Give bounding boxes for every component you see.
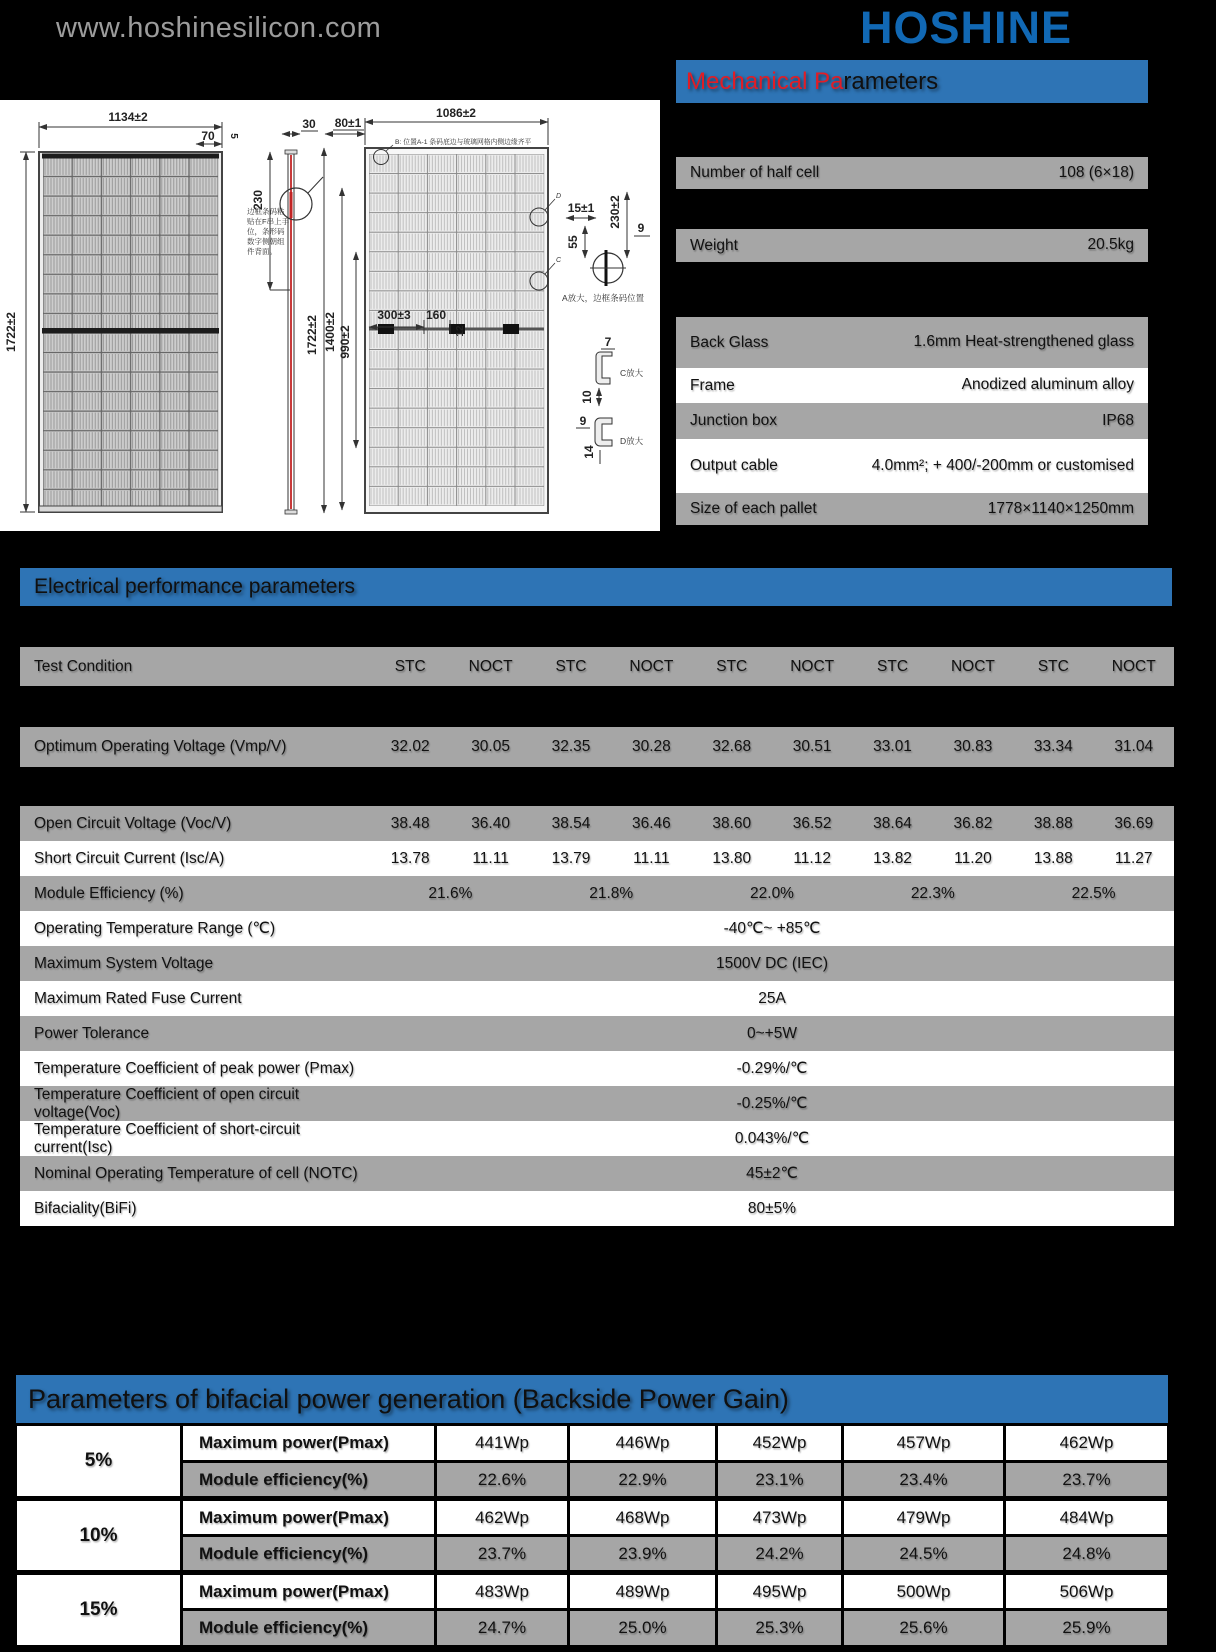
dim-a-15: 15±1 xyxy=(567,201,595,215)
elec-cell: 38.54 xyxy=(551,814,591,832)
dim-front-width: 1134±2 xyxy=(108,110,148,124)
bifacial-value: 462Wp xyxy=(436,1499,569,1536)
elec-row-label: Operating Temperature Range (℃) xyxy=(34,920,276,937)
elec-row-label: Maximum Rated Fuse Current xyxy=(34,989,242,1007)
elec-row-label: Bifaciality(BiFi) xyxy=(34,1199,137,1217)
elec-cell: 38.64 xyxy=(873,814,912,832)
technical-drawing xyxy=(0,100,660,531)
bifacial-value: 23.7% xyxy=(436,1536,569,1573)
bifacial-power-table xyxy=(14,1423,1170,1648)
elec-row xyxy=(20,876,1174,911)
bifacial-pmax-row xyxy=(16,1573,1169,1610)
bifacial-row-label: Module efficiency(%) xyxy=(182,1536,436,1573)
mech-row xyxy=(676,317,1148,368)
elec-cell: 32.02 xyxy=(390,738,430,755)
callout-letter-bottom: C xyxy=(556,257,562,264)
mech-row-label: Number of half cell xyxy=(690,164,820,181)
elec-cell: 21.6% xyxy=(428,884,473,902)
elec-row-label: Power Tolerance xyxy=(34,1024,150,1042)
bifacial-value: 23.7% xyxy=(1005,1462,1169,1499)
bifacial-value: 25.0% xyxy=(569,1610,717,1647)
elec-cell: 36.46 xyxy=(631,814,671,832)
elec-row-label: Temperature Coefficient of short-circuit current(Isc) xyxy=(34,1120,300,1156)
elec-row xyxy=(20,911,1174,946)
bifacial-gain: 5% xyxy=(16,1425,182,1499)
mech-row xyxy=(676,493,1148,525)
bifacial-value: 484Wp xyxy=(1005,1499,1169,1536)
svg-text:件背面。: 件背面。 xyxy=(247,247,277,256)
elec-cell: 13.82 xyxy=(873,849,912,867)
svg-text:贴在F串上手: 贴在F串上手 xyxy=(247,217,290,226)
bifacial-value: 25.3% xyxy=(717,1610,843,1647)
side-note xyxy=(247,206,290,256)
elec-cell: 25A xyxy=(758,989,786,1007)
elec-cell: STC xyxy=(394,657,426,675)
mech-row-label: Junction box xyxy=(690,412,778,429)
elec-cell: 36.52 xyxy=(792,814,832,832)
elec-row-label: Nominal Operating Temperature of cell (NOTC) xyxy=(34,1164,358,1182)
elec-row-values xyxy=(370,946,1174,981)
elec-cell: 33.01 xyxy=(873,738,912,755)
bifacial-pmax-row xyxy=(16,1425,1169,1462)
elec-cell: STC xyxy=(716,657,748,675)
bifacial-row-label: Maximum power(Pmax) xyxy=(182,1573,436,1610)
elec-row-label: Module Efficiency (%) xyxy=(34,884,184,902)
detail-c-label: C放大 xyxy=(620,368,644,378)
elec-row-values xyxy=(370,1156,1174,1191)
bifacial-eff-row xyxy=(16,1462,1169,1499)
dim-back-160: 160 xyxy=(425,308,447,322)
elec-cell: 0.043%/℃ xyxy=(734,1130,810,1147)
back-top-note: B: 位置A-1 条码底边与玻璃网格内侧边缘齐平 xyxy=(395,139,532,146)
bifacial-value: 489Wp xyxy=(569,1573,717,1610)
dim-back-height: 1722±2 xyxy=(305,315,319,355)
bifacial-value: 23.4% xyxy=(843,1462,1005,1499)
bifacial-value: 473Wp xyxy=(717,1499,843,1536)
elec-row xyxy=(20,841,1174,876)
elec-cell: NOCT xyxy=(950,657,995,675)
elec-cell: 13.78 xyxy=(390,849,430,867)
mech-row xyxy=(676,229,1148,262)
elec-row-label: Open Circuit Voltage (Voc/V) xyxy=(34,814,232,832)
elec-cell: 11.12 xyxy=(793,849,831,867)
elec-cell: -40℃~ +85℃ xyxy=(723,920,821,937)
bifacial-value: 25.6% xyxy=(843,1610,1005,1647)
dim-a-230: 230±2 xyxy=(608,195,622,229)
bifacial-value: 462Wp xyxy=(1005,1425,1169,1462)
elec-row xyxy=(20,1016,1174,1051)
front-view xyxy=(39,152,222,512)
elec-row xyxy=(20,1191,1174,1226)
mech-row-label: Size of each pallet xyxy=(690,500,817,517)
elec-row-values xyxy=(370,1086,1174,1121)
elec-row-values xyxy=(370,876,1174,911)
site-url: www.hoshinesilicon.com xyxy=(56,12,382,44)
dim-d-14: 14 xyxy=(582,445,596,459)
detail-c-profile xyxy=(596,352,612,384)
bifacial-value: 500Wp xyxy=(843,1573,1005,1610)
elec-cell: 22.3% xyxy=(910,884,955,902)
mech-row-label: Frame xyxy=(690,376,735,394)
elec-row xyxy=(20,946,1174,981)
elec-cell: 38.48 xyxy=(390,814,430,832)
bifacial-gain: 15% xyxy=(16,1573,182,1647)
elec-row xyxy=(20,727,1174,767)
dim-side-30: 30 xyxy=(302,117,316,131)
elec-row-label: Optimum Operating Voltage (Vmp/V) xyxy=(34,738,287,755)
elec-cell: 32.68 xyxy=(712,738,752,755)
elec-cell: 30.05 xyxy=(471,738,510,755)
elec-cell: NOCT xyxy=(790,657,835,675)
bifacial-value: 468Wp xyxy=(569,1499,717,1536)
elec-row-values xyxy=(370,1191,1174,1226)
elec-cell: 36.82 xyxy=(953,814,993,832)
detail-d-profile xyxy=(595,418,612,446)
elec-cell: 21.8% xyxy=(589,884,634,902)
mech-row-label: Weight xyxy=(690,236,738,254)
dim-d-9: 9 xyxy=(579,414,587,428)
dim-back-300: 300±3 xyxy=(377,308,411,322)
elec-cell: 38.88 xyxy=(1033,814,1073,832)
elec-cell: 45±2℃ xyxy=(746,1165,798,1182)
elec-row-values xyxy=(370,841,1174,876)
dim-c-10: 10 xyxy=(580,390,594,404)
elec-cell: 38.60 xyxy=(712,814,752,832)
mechanical-title-black: rameters xyxy=(843,68,939,95)
elec-row xyxy=(20,647,1174,686)
detail-d-label: D放大 xyxy=(620,436,644,446)
elec-row xyxy=(20,806,1174,841)
elec-cell: 30.28 xyxy=(631,738,671,755)
elec-cell: 11.20 xyxy=(954,849,992,867)
elec-cell: 0~+5W xyxy=(747,1024,797,1042)
elec-cell: -0.29%/℃ xyxy=(736,1060,808,1077)
dim-side-230: 230 xyxy=(251,189,265,211)
dim-back-80: 80±1 xyxy=(334,116,362,130)
elec-cell: 13.80 xyxy=(712,849,752,867)
elec-cell: NOCT xyxy=(468,657,513,675)
bifacial-value: 22.9% xyxy=(569,1462,717,1499)
elec-cell: STC xyxy=(1037,657,1069,675)
bifacial-pmax-row xyxy=(16,1499,1169,1536)
elec-row-values xyxy=(370,1051,1174,1086)
mech-row-value: 1.6mm Heat-strengthened glass xyxy=(913,333,1134,351)
dim-back-1400: 1400±2 xyxy=(323,312,337,352)
bifacial-value: 24.2% xyxy=(717,1536,843,1573)
mechanical-title-red: Mechanical Pa xyxy=(686,68,844,95)
elec-cell: STC xyxy=(877,657,909,675)
elec-cell: 1500V DC (IEC) xyxy=(716,954,828,972)
svg-text:边框条码粘: 边框条码粘 xyxy=(247,207,285,216)
dim-front-5: 5 xyxy=(228,133,239,139)
elec-cell: 11.27 xyxy=(1114,849,1153,867)
elec-row-label: Short Circuit Current (Isc/A) xyxy=(34,849,225,867)
elec-cell: 13.88 xyxy=(1033,849,1073,867)
elec-row-label: Temperature Coefficient of peak power (Pmax) xyxy=(34,1059,355,1077)
elec-cell: 36.69 xyxy=(1114,814,1154,832)
elec-cell: 31.04 xyxy=(1114,738,1154,755)
mech-row-value: 108 (6×18) xyxy=(1058,163,1134,181)
callout-circle-a xyxy=(280,188,312,220)
bifacial-value: 506Wp xyxy=(1005,1573,1169,1610)
bifacial-row-label: Module efficiency(%) xyxy=(182,1462,436,1499)
bifacial-value: 24.5% xyxy=(843,1536,1005,1573)
mech-row xyxy=(676,368,1148,403)
elec-row xyxy=(20,1086,1174,1121)
mech-row-value: 1778×1140×1250mm xyxy=(987,499,1134,517)
mech-row xyxy=(676,403,1148,439)
elec-row-values xyxy=(370,981,1174,1016)
dim-c-7: 7 xyxy=(604,335,612,349)
elec-row-values xyxy=(370,806,1174,841)
dim-a-9: 9 xyxy=(637,221,645,235)
bifacial-value: 25.9% xyxy=(1005,1610,1169,1647)
mech-row-value: 4.0mm²; + 400/-200mm or customised xyxy=(871,456,1134,474)
bifacial-value: 446Wp xyxy=(569,1425,717,1462)
elec-cell: 22.0% xyxy=(750,884,794,902)
elec-row xyxy=(20,1051,1174,1086)
bifacial-value: 457Wp xyxy=(843,1425,1005,1462)
dim-back-12: 12 xyxy=(455,325,466,337)
elec-cell: -0.25%/℃ xyxy=(736,1095,808,1112)
hoshine-logo: HOSHINE xyxy=(860,2,1073,53)
bifacial-value: 479Wp xyxy=(843,1499,1005,1536)
dim-back-width: 1086±2 xyxy=(436,106,476,120)
svg-text:位，条形码: 位，条形码 xyxy=(247,227,285,236)
bifacial-value: 483Wp xyxy=(436,1573,569,1610)
bifacial-eff-row xyxy=(16,1536,1169,1573)
elec-row-label: Maximum System Voltage xyxy=(34,954,214,972)
dim-front-70: 70 xyxy=(201,129,215,143)
mech-row-label: Back Glass xyxy=(690,333,769,351)
bifacial-value: 24.8% xyxy=(1005,1536,1169,1573)
elec-row xyxy=(20,981,1174,1016)
bifacial-parameters-header: Parameters of bifacial power generation (Backside Power Gain) xyxy=(16,1375,1168,1423)
elec-row-label: Temperature Coefficient of open circuit voltage(Voc) xyxy=(34,1085,300,1121)
elec-row-values xyxy=(370,1121,1174,1156)
mech-row-value: IP68 xyxy=(1102,411,1134,429)
elec-cell: 30.51 xyxy=(792,738,832,755)
detail-a-note: A放大，边框条码位置 xyxy=(562,293,645,303)
bifacial-row-label: Maximum power(Pmax) xyxy=(182,1425,436,1462)
bifacial-row-label: Maximum power(Pmax) xyxy=(182,1499,436,1536)
elec-cell: STC xyxy=(555,657,587,675)
elec-cell: NOCT xyxy=(629,657,674,675)
elec-cell: 11.11 xyxy=(633,849,670,867)
bifacial-gain: 10% xyxy=(16,1499,182,1573)
elec-row-values xyxy=(370,727,1174,767)
bifacial-value: 23.9% xyxy=(569,1536,717,1573)
bifacial-eff-row xyxy=(16,1610,1169,1647)
mechanical-parameters-header xyxy=(676,60,1148,103)
mech-row-value: Anodized aluminum alloy xyxy=(961,376,1134,394)
elec-cell: NOCT xyxy=(1111,657,1156,675)
dim-back-990: 990±2 xyxy=(338,325,352,359)
elec-cell: 30.83 xyxy=(953,738,993,755)
elec-cell: 13.79 xyxy=(551,849,591,867)
elec-cell: 11.11 xyxy=(472,849,509,867)
elec-row-values xyxy=(370,1016,1174,1051)
elec-row-values xyxy=(370,911,1174,946)
elec-cell: 33.34 xyxy=(1033,738,1073,755)
elec-cell: 32.35 xyxy=(551,738,591,755)
dim-a-55: 55 xyxy=(566,235,580,249)
bifacial-value: 441Wp xyxy=(436,1425,569,1462)
mech-row xyxy=(676,439,1148,493)
dim-front-height: 1722±2 xyxy=(4,312,18,352)
svg-text:数字侧朝组: 数字侧朝组 xyxy=(247,237,285,246)
bifacial-value: 495Wp xyxy=(717,1573,843,1610)
callout-letter-top: D xyxy=(556,193,562,200)
bifacial-value: 452Wp xyxy=(717,1425,843,1462)
elec-row-values xyxy=(370,647,1174,686)
bifacial-value: 24.7% xyxy=(436,1610,569,1647)
electrical-performance-header: Electrical performance parameters xyxy=(20,568,1172,606)
elec-cell: 22.5% xyxy=(1071,884,1116,902)
bifacial-value: 22.6% xyxy=(436,1462,569,1499)
bifacial-row-label: Module efficiency(%) xyxy=(182,1610,436,1647)
elec-cell: 80±5% xyxy=(747,1199,797,1217)
mech-row xyxy=(676,157,1148,189)
elec-row-label: Test Condition xyxy=(34,657,133,675)
bifacial-value: 23.1% xyxy=(717,1462,843,1499)
elec-row xyxy=(20,1121,1174,1156)
elec-row xyxy=(20,1156,1174,1191)
mech-row-label: Output cable xyxy=(690,457,778,474)
mech-row-value: 20.5kg xyxy=(1087,236,1134,254)
elec-cell: 36.40 xyxy=(471,814,510,832)
